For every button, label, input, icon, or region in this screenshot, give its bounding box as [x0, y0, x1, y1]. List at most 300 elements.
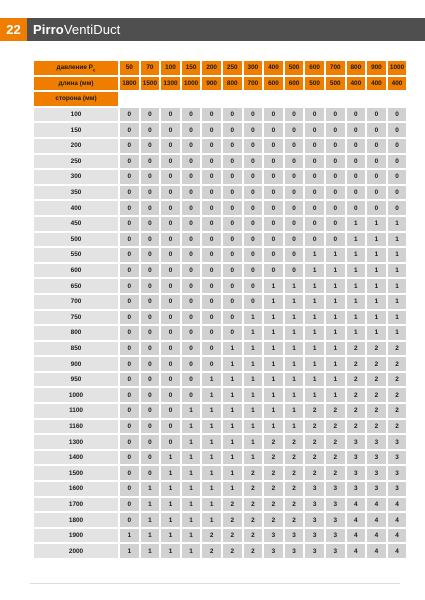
table-cell: 0	[326, 108, 345, 122]
table-cell: 1	[285, 388, 304, 402]
table-cell: 0	[182, 186, 201, 200]
table-cell: 2	[326, 466, 345, 480]
side-header-gap	[120, 92, 406, 106]
table-cell: 1	[244, 342, 263, 356]
table-cell: 1	[182, 466, 201, 480]
length-value: 1000	[182, 77, 201, 91]
table-cell: 3	[367, 482, 386, 496]
brand-title	[33, 22, 120, 37]
table-cell: 0	[326, 217, 345, 231]
table-cell: 0	[285, 248, 304, 262]
table-cell: 0	[161, 326, 180, 340]
table-cell: 0	[367, 201, 386, 215]
table-cell: 1	[264, 404, 283, 418]
table-cell: 3	[367, 466, 386, 480]
table-row	[34, 357, 406, 371]
table-cell: 1	[388, 311, 407, 325]
table-cell: 1	[244, 311, 263, 325]
table-cell: 1	[347, 248, 366, 262]
table-cell: 1	[244, 373, 263, 387]
table-cell: 1	[285, 373, 304, 387]
table-cell: 0	[141, 342, 160, 356]
table-cell: 0	[182, 123, 201, 137]
table-cell: 0	[182, 342, 201, 356]
table-cell: 3	[347, 435, 366, 449]
table-cell: 0	[141, 373, 160, 387]
table-cell: 2	[305, 435, 324, 449]
table-cell: 0	[244, 295, 263, 309]
table-cell: 0	[182, 326, 201, 340]
table-cell: 3	[388, 466, 407, 480]
table-cell: 1	[388, 264, 407, 278]
length-value: 900	[202, 77, 221, 91]
table-cell: 0	[305, 201, 324, 215]
table-cell: 1	[161, 466, 180, 480]
table-cell: 0	[141, 217, 160, 231]
table-cell: 1	[367, 217, 386, 231]
table-cell: 0	[120, 326, 139, 340]
table-cell: 1	[326, 326, 345, 340]
row-side-label: 2000	[34, 544, 118, 558]
table-row	[34, 404, 406, 418]
table-cell: 0	[120, 170, 139, 184]
table-cell: 0	[120, 201, 139, 215]
table-cell: 2	[326, 451, 345, 465]
table-cell: 0	[202, 201, 221, 215]
table-cell: 0	[347, 155, 366, 169]
table-cell: 0	[223, 201, 242, 215]
table-cell: 1	[326, 357, 345, 371]
table-cell: 1	[182, 435, 201, 449]
table-cell: 0	[347, 186, 366, 200]
table-cell: 2	[347, 357, 366, 371]
table-cell: 2	[202, 529, 221, 543]
table-cell: 4	[388, 513, 407, 527]
table-cell: 0	[120, 233, 139, 247]
table-cell: 0	[285, 201, 304, 215]
table-cell: 0	[202, 139, 221, 153]
table-row	[34, 279, 406, 293]
table-cell: 0	[161, 388, 180, 402]
table-cell: 1	[305, 373, 324, 387]
table-cell: 1	[305, 388, 324, 402]
table-cell: 2	[223, 498, 242, 512]
table-cell: 1	[202, 498, 221, 512]
pressure-value: 100	[161, 61, 180, 75]
pressure-value: 50	[120, 61, 139, 75]
length-value: 600	[285, 77, 304, 91]
page-number: 22	[0, 18, 27, 41]
table-cell: 1	[367, 295, 386, 309]
brand-title-rest: VentiDuct	[63, 22, 121, 37]
table-cell: 0	[347, 201, 366, 215]
table-cell: 1	[305, 264, 324, 278]
table-cell: 2	[285, 466, 304, 480]
table-row	[34, 513, 406, 527]
table-cell: 0	[388, 170, 407, 184]
table-cell: 4	[367, 513, 386, 527]
table-cell: 0	[347, 170, 366, 184]
table-cell: 0	[285, 264, 304, 278]
table-cell: 3	[305, 544, 324, 558]
table-cell: 0	[161, 123, 180, 137]
table-cell: 0	[182, 311, 201, 325]
table-cell: 0	[182, 264, 201, 278]
table-cell: 0	[182, 373, 201, 387]
table-cell: 3	[388, 451, 407, 465]
row-side-label: 400	[34, 201, 118, 215]
length-label: длина (мм)	[34, 77, 118, 91]
pressure-value: 400	[264, 61, 283, 75]
table-cell: 3	[285, 544, 304, 558]
table-cell: 2	[347, 342, 366, 356]
table-row	[34, 295, 406, 309]
table-cell: 2	[305, 466, 324, 480]
table-cell: 0	[161, 170, 180, 184]
table-cell: 1	[223, 466, 242, 480]
table-cell: 0	[223, 139, 242, 153]
table-cell: 1	[223, 342, 242, 356]
table-cell: 1	[161, 544, 180, 558]
table-cell: 1	[326, 264, 345, 278]
table-cell: 0	[223, 295, 242, 309]
table-cell: 0	[244, 139, 263, 153]
table-cell: 0	[120, 155, 139, 169]
table-cell: 3	[388, 435, 407, 449]
reinforcement-table	[32, 59, 408, 560]
table-cell: 2	[202, 544, 221, 558]
table-cell: 0	[223, 186, 242, 200]
table-cell: 1	[120, 544, 139, 558]
table-cell: 0	[223, 217, 242, 231]
table-cell: 0	[141, 451, 160, 465]
table-cell: 0	[367, 123, 386, 137]
table-row	[34, 186, 406, 200]
table-cell: 0	[347, 123, 366, 137]
table-cell: 1	[202, 435, 221, 449]
length-value: 400	[367, 77, 386, 91]
table-row	[34, 139, 406, 153]
table-cell: 1	[182, 513, 201, 527]
table-row	[34, 342, 406, 356]
table-cell: 1	[367, 233, 386, 247]
table-cell: 0	[244, 201, 263, 215]
table-cell: 1	[202, 466, 221, 480]
table-row	[34, 466, 406, 480]
table-cell: 3	[305, 482, 324, 496]
table-cell: 3	[388, 482, 407, 496]
table-cell: 0	[264, 170, 283, 184]
table-cell: 2	[285, 451, 304, 465]
table-cell: 0	[141, 155, 160, 169]
table-row	[34, 248, 406, 262]
table-cell: 1	[244, 326, 263, 340]
table-cell: 4	[367, 498, 386, 512]
table-cell: 0	[161, 279, 180, 293]
table-cell: 1	[223, 435, 242, 449]
table-row	[34, 108, 406, 122]
table-cell: 4	[347, 498, 366, 512]
table-cell: 1	[202, 451, 221, 465]
table-cell: 0	[202, 217, 221, 231]
table-cell: 0	[244, 155, 263, 169]
table-cell: 2	[264, 498, 283, 512]
table-cell: 0	[202, 295, 221, 309]
table-cell: 0	[202, 279, 221, 293]
table-cell: 0	[367, 170, 386, 184]
row-side-label: 300	[34, 170, 118, 184]
table-cell: 0	[120, 466, 139, 480]
row-side-label: 1100	[34, 404, 118, 418]
table-cell: 0	[161, 155, 180, 169]
table-cell: 0	[120, 139, 139, 153]
length-value: 1300	[161, 77, 180, 91]
table-cell: 1	[202, 373, 221, 387]
table-cell: 4	[367, 529, 386, 543]
table-cell: 2	[305, 404, 324, 418]
row-side-label: 150	[34, 123, 118, 137]
row-side-label: 1400	[34, 451, 118, 465]
table-cell: 0	[388, 123, 407, 137]
table-cell: 1	[223, 404, 242, 418]
table-cell: 0	[182, 217, 201, 231]
table-cell: 1	[388, 217, 407, 231]
table-cell: 1	[141, 513, 160, 527]
table-row	[34, 420, 406, 434]
table-cell: 0	[120, 451, 139, 465]
table-cell: 0	[223, 264, 242, 278]
table-cell: 0	[326, 155, 345, 169]
table-cell: 1	[202, 404, 221, 418]
table-cell: 2	[388, 404, 407, 418]
table-cell: 2	[223, 544, 242, 558]
table-cell: 0	[202, 311, 221, 325]
row-side-label: 600	[34, 264, 118, 278]
table-cell: 0	[120, 217, 139, 231]
table-cell: 1	[285, 326, 304, 340]
table-cell: 1	[347, 326, 366, 340]
table-cell: 0	[223, 170, 242, 184]
reinforcement-table-wrap	[32, 59, 408, 560]
table-cell: 1	[388, 233, 407, 247]
table-cell: 3	[264, 529, 283, 543]
table-cell: 0	[305, 186, 324, 200]
pressure-label-sub: c	[92, 66, 96, 72]
pressure-label-text: давление P	[56, 63, 93, 71]
table-cell: 0	[264, 248, 283, 262]
table-cell: 1	[326, 311, 345, 325]
table-cell: 0	[141, 264, 160, 278]
table-cell: 0	[120, 513, 139, 527]
table-cell: 1	[305, 279, 324, 293]
table-cell: 1	[305, 342, 324, 356]
table-cell: 3	[347, 451, 366, 465]
table-cell: 0	[120, 388, 139, 402]
table-cell: 1	[285, 420, 304, 434]
table-cell: 3	[326, 482, 345, 496]
table-cell: 1	[141, 544, 160, 558]
table-cell: 0	[388, 201, 407, 215]
table-cell: 0	[182, 248, 201, 262]
table-cell: 0	[202, 155, 221, 169]
table-cell: 0	[202, 342, 221, 356]
table-cell: 2	[367, 342, 386, 356]
table-cell: 3	[326, 498, 345, 512]
row-side-label: 650	[34, 279, 118, 293]
row-side-label: 700	[34, 295, 118, 309]
table-cell: 0	[285, 233, 304, 247]
table-cell: 1	[264, 357, 283, 371]
table-cell: 1	[326, 342, 345, 356]
table-cell: 1	[182, 498, 201, 512]
table-cell: 0	[244, 123, 263, 137]
table-cell: 1	[388, 326, 407, 340]
table-cell: 1	[326, 279, 345, 293]
table-cell: 2	[223, 513, 242, 527]
table-cell: 0	[141, 186, 160, 200]
table-cell: 1	[285, 342, 304, 356]
table-cell: 0	[305, 108, 324, 122]
table-cell: 0	[182, 233, 201, 247]
table-cell: 0	[141, 170, 160, 184]
row-side-label: 100	[34, 108, 118, 122]
table-cell: 0	[223, 123, 242, 137]
table-cell: 1	[264, 420, 283, 434]
table-row	[34, 123, 406, 137]
table-row	[34, 326, 406, 340]
footer-divider	[30, 583, 400, 584]
table-row	[34, 529, 406, 543]
table-cell: 0	[305, 233, 324, 247]
table-cell: 0	[264, 186, 283, 200]
table-cell: 0	[367, 155, 386, 169]
table-cell: 0	[161, 311, 180, 325]
page-header	[0, 18, 425, 41]
table-cell: 0	[223, 155, 242, 169]
table-row	[34, 388, 406, 402]
table-cell: 2	[223, 529, 242, 543]
table-cell: 1	[285, 311, 304, 325]
pressure-value: 900	[367, 61, 386, 75]
table-cell: 1	[347, 264, 366, 278]
table-cell: 1	[264, 373, 283, 387]
table-cell: 3	[264, 544, 283, 558]
table-cell: 0	[244, 264, 263, 278]
table-cell: 0	[120, 373, 139, 387]
length-value: 500	[305, 77, 324, 91]
table-cell: 1	[223, 388, 242, 402]
pressure-value: 300	[244, 61, 263, 75]
pressure-value: 150	[182, 61, 201, 75]
table-row	[34, 435, 406, 449]
table-cell: 0	[182, 155, 201, 169]
table-cell: 2	[367, 388, 386, 402]
table-cell: 2	[388, 373, 407, 387]
table-cell: 0	[223, 108, 242, 122]
table-cell: 1	[244, 451, 263, 465]
length-value: 800	[223, 77, 242, 91]
table-cell: 0	[367, 108, 386, 122]
table-cell: 2	[285, 513, 304, 527]
table-cell: 1	[347, 279, 366, 293]
table-cell: 1	[202, 482, 221, 496]
table-cell: 0	[264, 155, 283, 169]
row-side-label: 1160	[34, 420, 118, 434]
table-cell: 0	[326, 123, 345, 137]
table-cell: 0	[244, 186, 263, 200]
table-cell: 1	[326, 388, 345, 402]
table-cell: 1	[305, 326, 324, 340]
table-cell: 1	[285, 404, 304, 418]
table-cell: 2	[347, 404, 366, 418]
table-cell: 0	[120, 264, 139, 278]
table-cell: 0	[120, 420, 139, 434]
table-cell: 1	[223, 451, 242, 465]
table-cell: 2	[244, 466, 263, 480]
side-header-row	[34, 92, 406, 106]
table-cell: 0	[161, 139, 180, 153]
row-side-label: 350	[34, 186, 118, 200]
table-cell: 0	[367, 139, 386, 153]
table-cell: 0	[202, 357, 221, 371]
row-side-label: 1300	[34, 435, 118, 449]
table-cell: 0	[202, 248, 221, 262]
table-cell: 0	[120, 295, 139, 309]
table-cell: 0	[326, 139, 345, 153]
table-cell: 0	[285, 186, 304, 200]
table-cell: 0	[244, 279, 263, 293]
table-cell: 0	[120, 123, 139, 137]
table-cell: 0	[161, 420, 180, 434]
table-cell: 1	[285, 357, 304, 371]
table-cell: 1	[285, 279, 304, 293]
table-cell: 0	[161, 108, 180, 122]
length-value: 1500	[141, 77, 160, 91]
table-cell: 3	[305, 498, 324, 512]
table-cell: 2	[326, 404, 345, 418]
pressure-header-row	[34, 61, 406, 75]
table-cell: 3	[305, 529, 324, 543]
table-row	[34, 544, 406, 558]
row-side-label: 250	[34, 155, 118, 169]
table-cell: 0	[120, 482, 139, 496]
table-cell: 0	[202, 170, 221, 184]
table-row	[34, 201, 406, 215]
table-cell: 2	[264, 466, 283, 480]
table-cell: 0	[161, 264, 180, 278]
table-cell: 1	[161, 513, 180, 527]
table-cell: 0	[285, 139, 304, 153]
table-cell: 2	[264, 513, 283, 527]
table-cell: 0	[244, 170, 263, 184]
table-cell: 1	[182, 544, 201, 558]
table-cell: 1	[161, 498, 180, 512]
table-cell: 0	[264, 217, 283, 231]
row-side-label: 1800	[34, 513, 118, 527]
table-cell: 0	[141, 295, 160, 309]
table-cell: 0	[367, 186, 386, 200]
pressure-value: 1000	[388, 61, 407, 75]
table-cell: 0	[305, 123, 324, 137]
table-row	[34, 498, 406, 512]
length-value: 400	[388, 77, 407, 91]
table-cell: 0	[141, 139, 160, 153]
length-value: 1800	[120, 77, 139, 91]
table-cell: 0	[223, 279, 242, 293]
table-row	[34, 170, 406, 184]
table-cell: 2	[305, 420, 324, 434]
row-side-label: 500	[34, 233, 118, 247]
